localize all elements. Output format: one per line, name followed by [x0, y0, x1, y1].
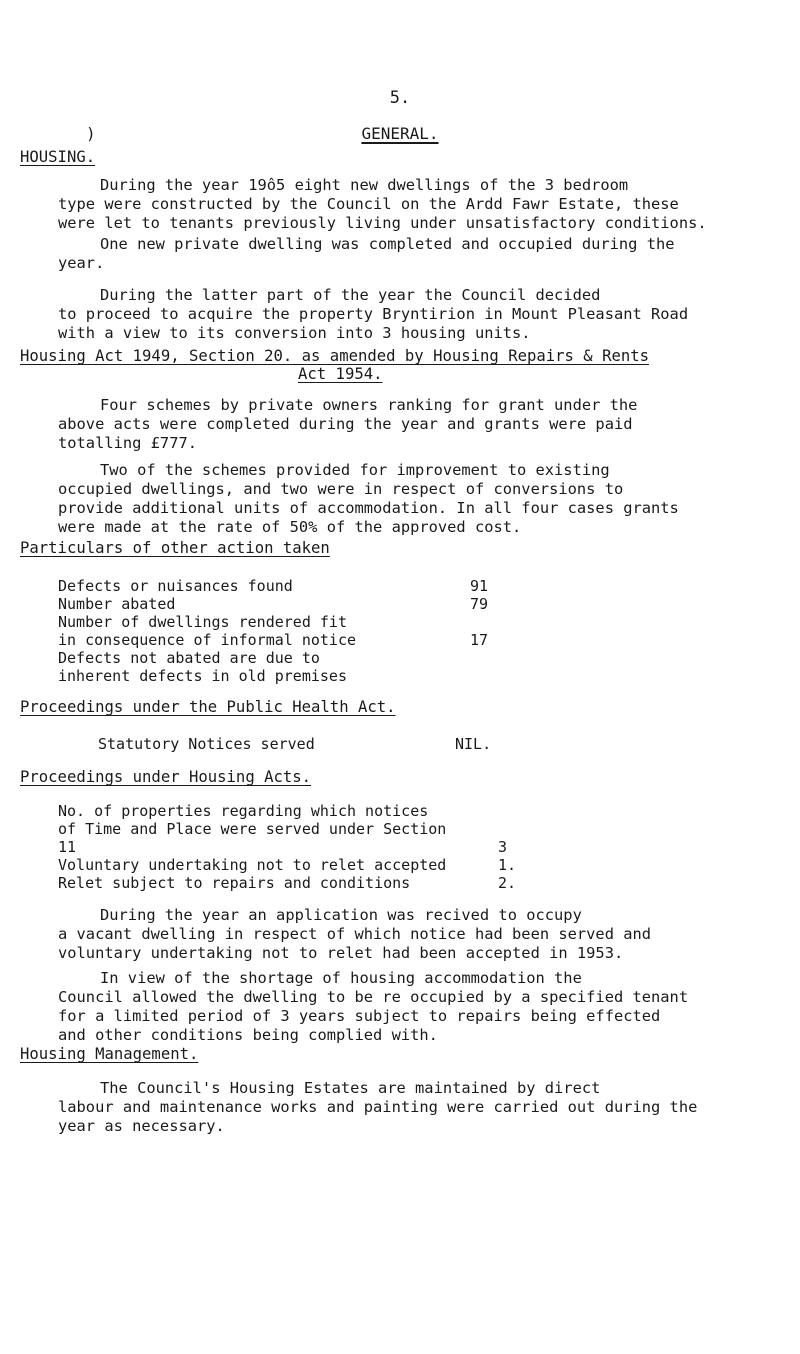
housing-management-heading: Housing Management. [20, 1045, 199, 1063]
particulars-row-label: in consequence of informal notice [58, 631, 357, 649]
text-line: occupied dwellings, and two were in respect of conversions to [58, 480, 624, 498]
particulars-row-value: 79 [470, 595, 489, 613]
text-line: type were constructed by the Council on the Ardd Fawr Estate, these [58, 195, 679, 213]
text-line: The Council's Housing Estates are maintained by direct [100, 1079, 601, 1097]
text-line: labour and maintenance works and painting were carried out during the [58, 1098, 698, 1116]
statutory-notices-value: NIL. [455, 735, 492, 753]
text-line: above acts were completed during the year and grants were paid [58, 415, 633, 433]
text-line: were let to tenants previously living under unsatisfactory conditions. [58, 214, 707, 232]
particulars-heading: Particulars of other action taken [20, 539, 330, 557]
particulars-row-value: 17 [470, 631, 489, 649]
housing-acts-paragraph-2 [58, 969, 778, 1045]
particulars-row-value: 91 [470, 577, 489, 595]
page-number: 5. [389, 88, 411, 108]
text-line: to proceed to acquire the property Bryntirion in Mount Pleasant Road [58, 305, 689, 323]
text-line: a vacant dwelling in respect of which notice had been served and [58, 925, 652, 943]
text-line: During the year an application was recived to occupy [100, 906, 582, 924]
section-title [0, 124, 800, 143]
housing-acts-row-label: No. of properties regarding which notices [58, 802, 429, 820]
text-line: and other conditions being complied with. [58, 1026, 438, 1044]
housing-heading: HOUSING. [20, 148, 96, 166]
particulars-row-label: Number abated [58, 595, 176, 613]
housing-acts-row-value: 2. [498, 874, 517, 892]
text-line: voluntary undertaking not to relet had been accepted in 1953. [58, 944, 624, 962]
text-line: Two of the schemes provided for improvement to existing [100, 461, 610, 479]
housing-act-heading-line-2: Act 1954. [298, 365, 383, 383]
housing-acts-row-value: 3 [498, 838, 508, 856]
housing-act-paragraph-1 [58, 396, 778, 453]
housing-paragraph-3 [58, 286, 778, 343]
particulars-row-label: inherent defects in old premises [58, 667, 347, 685]
housing-acts-row-label: of Time and Place were served under Section [58, 820, 447, 838]
housing-acts-heading: Proceedings under Housing Acts. [20, 768, 312, 786]
housing-acts-row-value: 1. [498, 856, 517, 874]
text-line: with a view to its conversion into 3 housing units. [58, 324, 531, 342]
text-line: During the year 19ô5 eight new dwellings of the 3 bedroom [100, 176, 629, 194]
public-health-heading: Proceedings under the Public Health Act. [20, 698, 396, 716]
text-line: provide additional units of accommodation. In all four cases grants [58, 499, 679, 517]
text-line: totalling £777. [58, 434, 197, 452]
housing-acts-row-label: Relet subject to repairs and conditions [58, 874, 411, 892]
housing-acts-row-label: Voluntary undertaking not to relet accepted [58, 856, 447, 874]
text-line: year as necessary. [58, 1117, 225, 1135]
text-line: were made at the rate of 50% of the approved cost. [58, 518, 522, 536]
particulars-row-label: Defects or nuisances found [58, 577, 293, 595]
text-line: During the latter part of the year the Council decided [100, 286, 601, 304]
housing-paragraph-2 [58, 235, 778, 273]
housing-act-paragraph-2 [58, 461, 778, 537]
particulars-row-label: Number of dwellings rendered fit [58, 613, 347, 631]
housing-acts-paragraph-1 [58, 906, 778, 963]
particulars-row-label: Defects not abated are due to [58, 649, 320, 667]
housing-act-heading: Housing Act 1949, Section 20. as amended by Housing Repairs & Rents [20, 347, 650, 365]
housing-management-paragraph [58, 1079, 778, 1136]
text-line: In view of the shortage of housing accommodation the [100, 969, 582, 987]
statutory-notices-label: Statutory Notices served [98, 735, 315, 753]
corner-mark: ) [86, 124, 96, 143]
section-title-text: GENERAL. [361, 124, 439, 143]
text-line: One new private dwelling was completed and occupied during the [100, 235, 675, 253]
text-line: Council allowed the dwelling to be re occupied by a specified tenant [58, 988, 689, 1006]
text-line: year. [58, 254, 105, 272]
text-line: for a limited period of 3 years subject to repairs being effected [58, 1007, 661, 1025]
text-line: Four schemes by private owners ranking for grant under the [100, 396, 638, 414]
housing-acts-row-label: 11 [58, 838, 77, 856]
housing-paragraph-1 [58, 176, 778, 233]
